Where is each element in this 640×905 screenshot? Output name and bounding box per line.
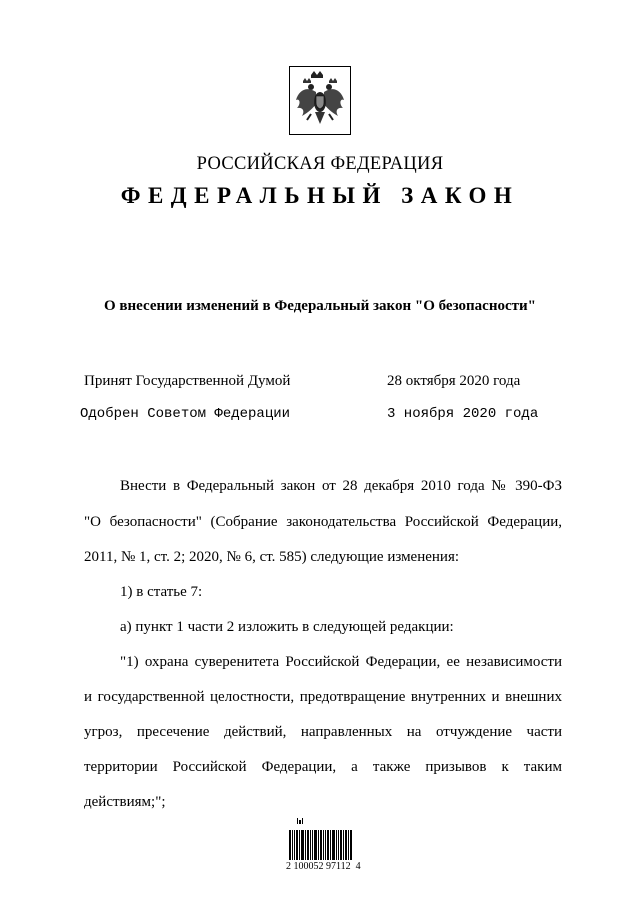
quote-line-2: и государственной целостности, предотвращение внутренних и внешних [84,689,562,705]
document-type-heading: ФЕДЕРАЛЬНЫЙ ЗАКОН [120,183,520,208]
duma-adoption-date: 28 октября 2020 года [387,373,521,389]
council-approval-date: 3 ноября 2020 года [387,406,539,422]
quote-line-4: территории Российской Федерации, а также призывов к таким [84,759,562,775]
coat-of-arms-emblem [289,66,351,135]
quote-line-5: действиям;"; [84,794,166,810]
item-1: 1) в статье 7: [120,584,203,600]
quote-line-1: "1) охрана суверенитета Российской Федерации, ее независимости [120,654,562,670]
council-approval-label: Одобрен Советом Федерации [80,406,291,422]
duma-adoption-label: Принят Государственной Думой [84,373,291,389]
intro-line-2: "О безопасности" (Собрание законодательства Российской Федерации, [84,514,562,530]
law-title: О внесении изменений в Федеральный закон "О безопасности" [104,298,536,314]
intro-line-3: 2011, № 1, ст. 2; 2020, № 6, ст. 585) следующие изменения: [84,549,460,565]
country-name: РОССИЙСКАЯ ФЕДЕРАЦИЯ [196,154,444,174]
item-a: а) пункт 1 части 2 изложить в следующей редакции: [120,619,454,635]
quote-line-3: угроз, пресечение действий, направленных на отчуждение части [84,724,562,740]
intro-line-1: Внести в Федеральный закон от 28 декабря 2010 года № 390-ФЗ [120,478,562,494]
barcode-number: 2 100052 97112 4 [286,861,361,872]
